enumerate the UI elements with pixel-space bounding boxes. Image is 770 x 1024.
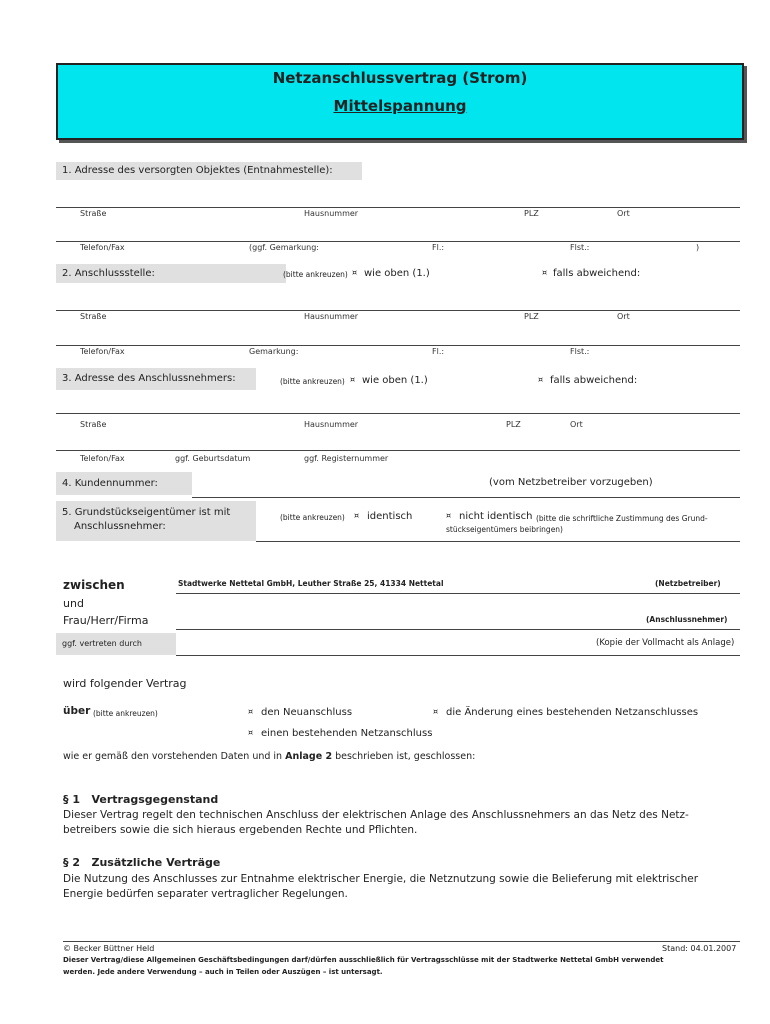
- divider: [56, 207, 740, 208]
- vertreten-durch-label: ggf. vertreten durch: [56, 633, 176, 655]
- document-title: Netzanschlussvertrag (Strom): [272, 69, 528, 87]
- divider: [56, 413, 740, 414]
- und-label: und: [63, 597, 84, 610]
- para1-heading: § 1 Vertragsgegenstand: [63, 793, 219, 806]
- flurstueck-label: Flst.:: [570, 347, 590, 356]
- zip-label: PLZ: [524, 312, 539, 321]
- anschlussnehmer-role: (Anschlussnehmer): [646, 615, 728, 624]
- checkbox-wie-oben[interactable]: ¤: [350, 375, 356, 384]
- document-subtitle: Mittelspannung: [333, 97, 467, 115]
- house-number-label: Hausnummer: [304, 420, 359, 429]
- footer-notice-line2: werden. Jede andere Verwendung – auch in Teilen oder Auszügen – ist untersagt.: [63, 968, 383, 976]
- vertreten-field-line[interactable]: [176, 655, 740, 656]
- contract-closing: wie er gemäß den vorstehenden Daten und in Anlage 2 beschrieben ist, geschlossen:: [63, 751, 476, 762]
- section2-heading: 2. Anschlussstelle:: [56, 264, 286, 283]
- vollmacht-note: (Kopie der Vollmacht als Anlage): [596, 638, 735, 648]
- register-number-label: ggf. Registernummer: [304, 454, 389, 463]
- city-label: Ort: [570, 420, 583, 429]
- section3-heading: 3. Adresse des Anschlussnehmers:: [56, 368, 256, 390]
- closing-paren: ): [696, 243, 700, 252]
- option-wie-oben-label: wie oben (1.): [364, 268, 430, 279]
- checkbox-wie-oben[interactable]: ¤: [352, 268, 358, 277]
- phone-fax-label: Telefon/Fax: [80, 347, 125, 356]
- footer-divider: [63, 941, 740, 942]
- flur-label: Fl.:: [432, 243, 445, 252]
- divider: [56, 310, 740, 311]
- para1-line2: betreibers sowie die sich hieraus ergebenden Rechte und Pflichten.: [63, 824, 418, 836]
- divider: [256, 541, 740, 542]
- checkbox-abweichend[interactable]: ¤: [538, 375, 544, 384]
- nicht-identisch-note-line2: stückseigentümers beibringen): [446, 525, 563, 534]
- para1-line1: Dieser Vertrag regelt den technischen Anschluss der elektrischen Anlage des Anschlussnehmers an das Netz des Netz-: [63, 809, 689, 821]
- flurstueck-label: Flst.:: [570, 243, 590, 252]
- zwischen-label: zwischen: [63, 578, 125, 592]
- option-wie-oben-label: wie oben (1.): [362, 375, 428, 386]
- option-identisch-label: identisch: [367, 511, 413, 522]
- option-neuanschluss-label: den Neuanschluss: [261, 707, 353, 718]
- section4-heading: 4. Kundennummer:: [56, 472, 192, 495]
- gemarkung-label: (ggf. Gemarkung:: [249, 243, 320, 252]
- checkbox-aenderung[interactable]: ¤: [433, 707, 439, 716]
- option-aenderung-label: die Änderung eines bestehenden Netzanschlusses: [446, 707, 699, 718]
- anschlussnehmer-field-line[interactable]: [176, 629, 740, 630]
- section5-heading-line2: Anschlussnehmer:: [74, 521, 166, 532]
- city-label: Ort: [617, 209, 630, 218]
- nicht-identisch-note-line1: (bitte die schriftliche Zustimmung des Grund-: [536, 514, 708, 523]
- section3-hint: (bitte ankreuzen): [280, 377, 345, 386]
- birthdate-label: ggf. Geburtsdatum: [175, 454, 251, 463]
- copyright: © Becker Büttner Held: [63, 944, 155, 953]
- frau-herr-firma-label: Frau/Herr/Firma: [63, 614, 149, 627]
- street-label: Straße: [80, 209, 107, 218]
- phone-fax-label: Telefon/Fax: [80, 243, 125, 252]
- section5-hint: (bitte ankreuzen): [280, 513, 345, 522]
- divider: [56, 345, 740, 346]
- netzbetreiber-name: Stadtwerke Nettetal GmbH, Leuther Straße 25, 41334 Nettetal: [178, 579, 444, 588]
- zip-label: PLZ: [506, 420, 521, 429]
- flur-label: Fl.:: [432, 347, 445, 356]
- option-bestehend-label: einen bestehenden Netzanschluss: [261, 728, 433, 739]
- checkbox-nicht-identisch[interactable]: ¤: [446, 511, 452, 520]
- option-abweichend-label: falls abweichend:: [550, 375, 638, 386]
- divider: [56, 241, 740, 242]
- customer-number-field-line[interactable]: [192, 497, 740, 498]
- checkbox-bestehend[interactable]: ¤: [248, 728, 254, 737]
- para2-heading: § 2 Zusätzliche Verträge: [63, 856, 221, 869]
- city-label: Ort: [617, 312, 630, 321]
- section1-heading: 1. Adresse des versorgten Objektes (Entnahmestelle):: [56, 162, 362, 180]
- section2-hint: (bitte ankreuzen): [283, 270, 348, 279]
- checkbox-identisch[interactable]: ¤: [354, 511, 360, 520]
- phone-fax-label: Telefon/Fax: [80, 454, 125, 463]
- divider: [56, 450, 740, 451]
- para2-line1: Die Nutzung des Anschlusses zur Entnahme elektrischer Energie, die Netznutzung sowie die Belieferung mit elektrischer: [63, 873, 699, 885]
- house-number-label: Hausnummer: [304, 312, 359, 321]
- zip-label: PLZ: [524, 209, 539, 218]
- ueber-hint: (bitte ankreuzen): [93, 709, 158, 718]
- checkbox-abweichend[interactable]: ¤: [542, 268, 548, 277]
- footer-notice-line1: Dieser Vertrag/diese Allgemeinen Geschäftsbedingungen darf/dürfen ausschließlich für Vertragsschlüsse mit der Stadtwerke Nettetal GmbH verwendet: [63, 956, 664, 964]
- section5-heading-box: [56, 501, 256, 541]
- netzbetreiber-line: [176, 593, 740, 594]
- option-abweichend-label: falls abweichend:: [553, 268, 641, 279]
- street-label: Straße: [80, 312, 107, 321]
- option-nicht-identisch-label: nicht identisch: [459, 511, 533, 522]
- checkbox-neuanschluss[interactable]: ¤: [248, 707, 254, 716]
- customer-number-note: (vom Netzbetreiber vorzugeben): [489, 477, 653, 488]
- house-number-label: Hausnummer: [304, 209, 359, 218]
- title-box: [56, 63, 744, 140]
- gemarkung-label: Gemarkung:: [249, 347, 299, 356]
- para2-line2: Energie bedürfen separater vertraglicher Regelungen.: [63, 888, 348, 900]
- stand-date: Stand: 04.01.2007: [662, 944, 737, 953]
- ueber-label: über: [63, 705, 91, 717]
- contract-intro: wird folgender Vertrag: [63, 677, 187, 690]
- street-label: Straße: [80, 420, 107, 429]
- netzbetreiber-role: (Netzbetreiber): [655, 579, 721, 588]
- section5-heading-line1: 5. Grundstückseigentümer ist mit: [62, 507, 231, 518]
